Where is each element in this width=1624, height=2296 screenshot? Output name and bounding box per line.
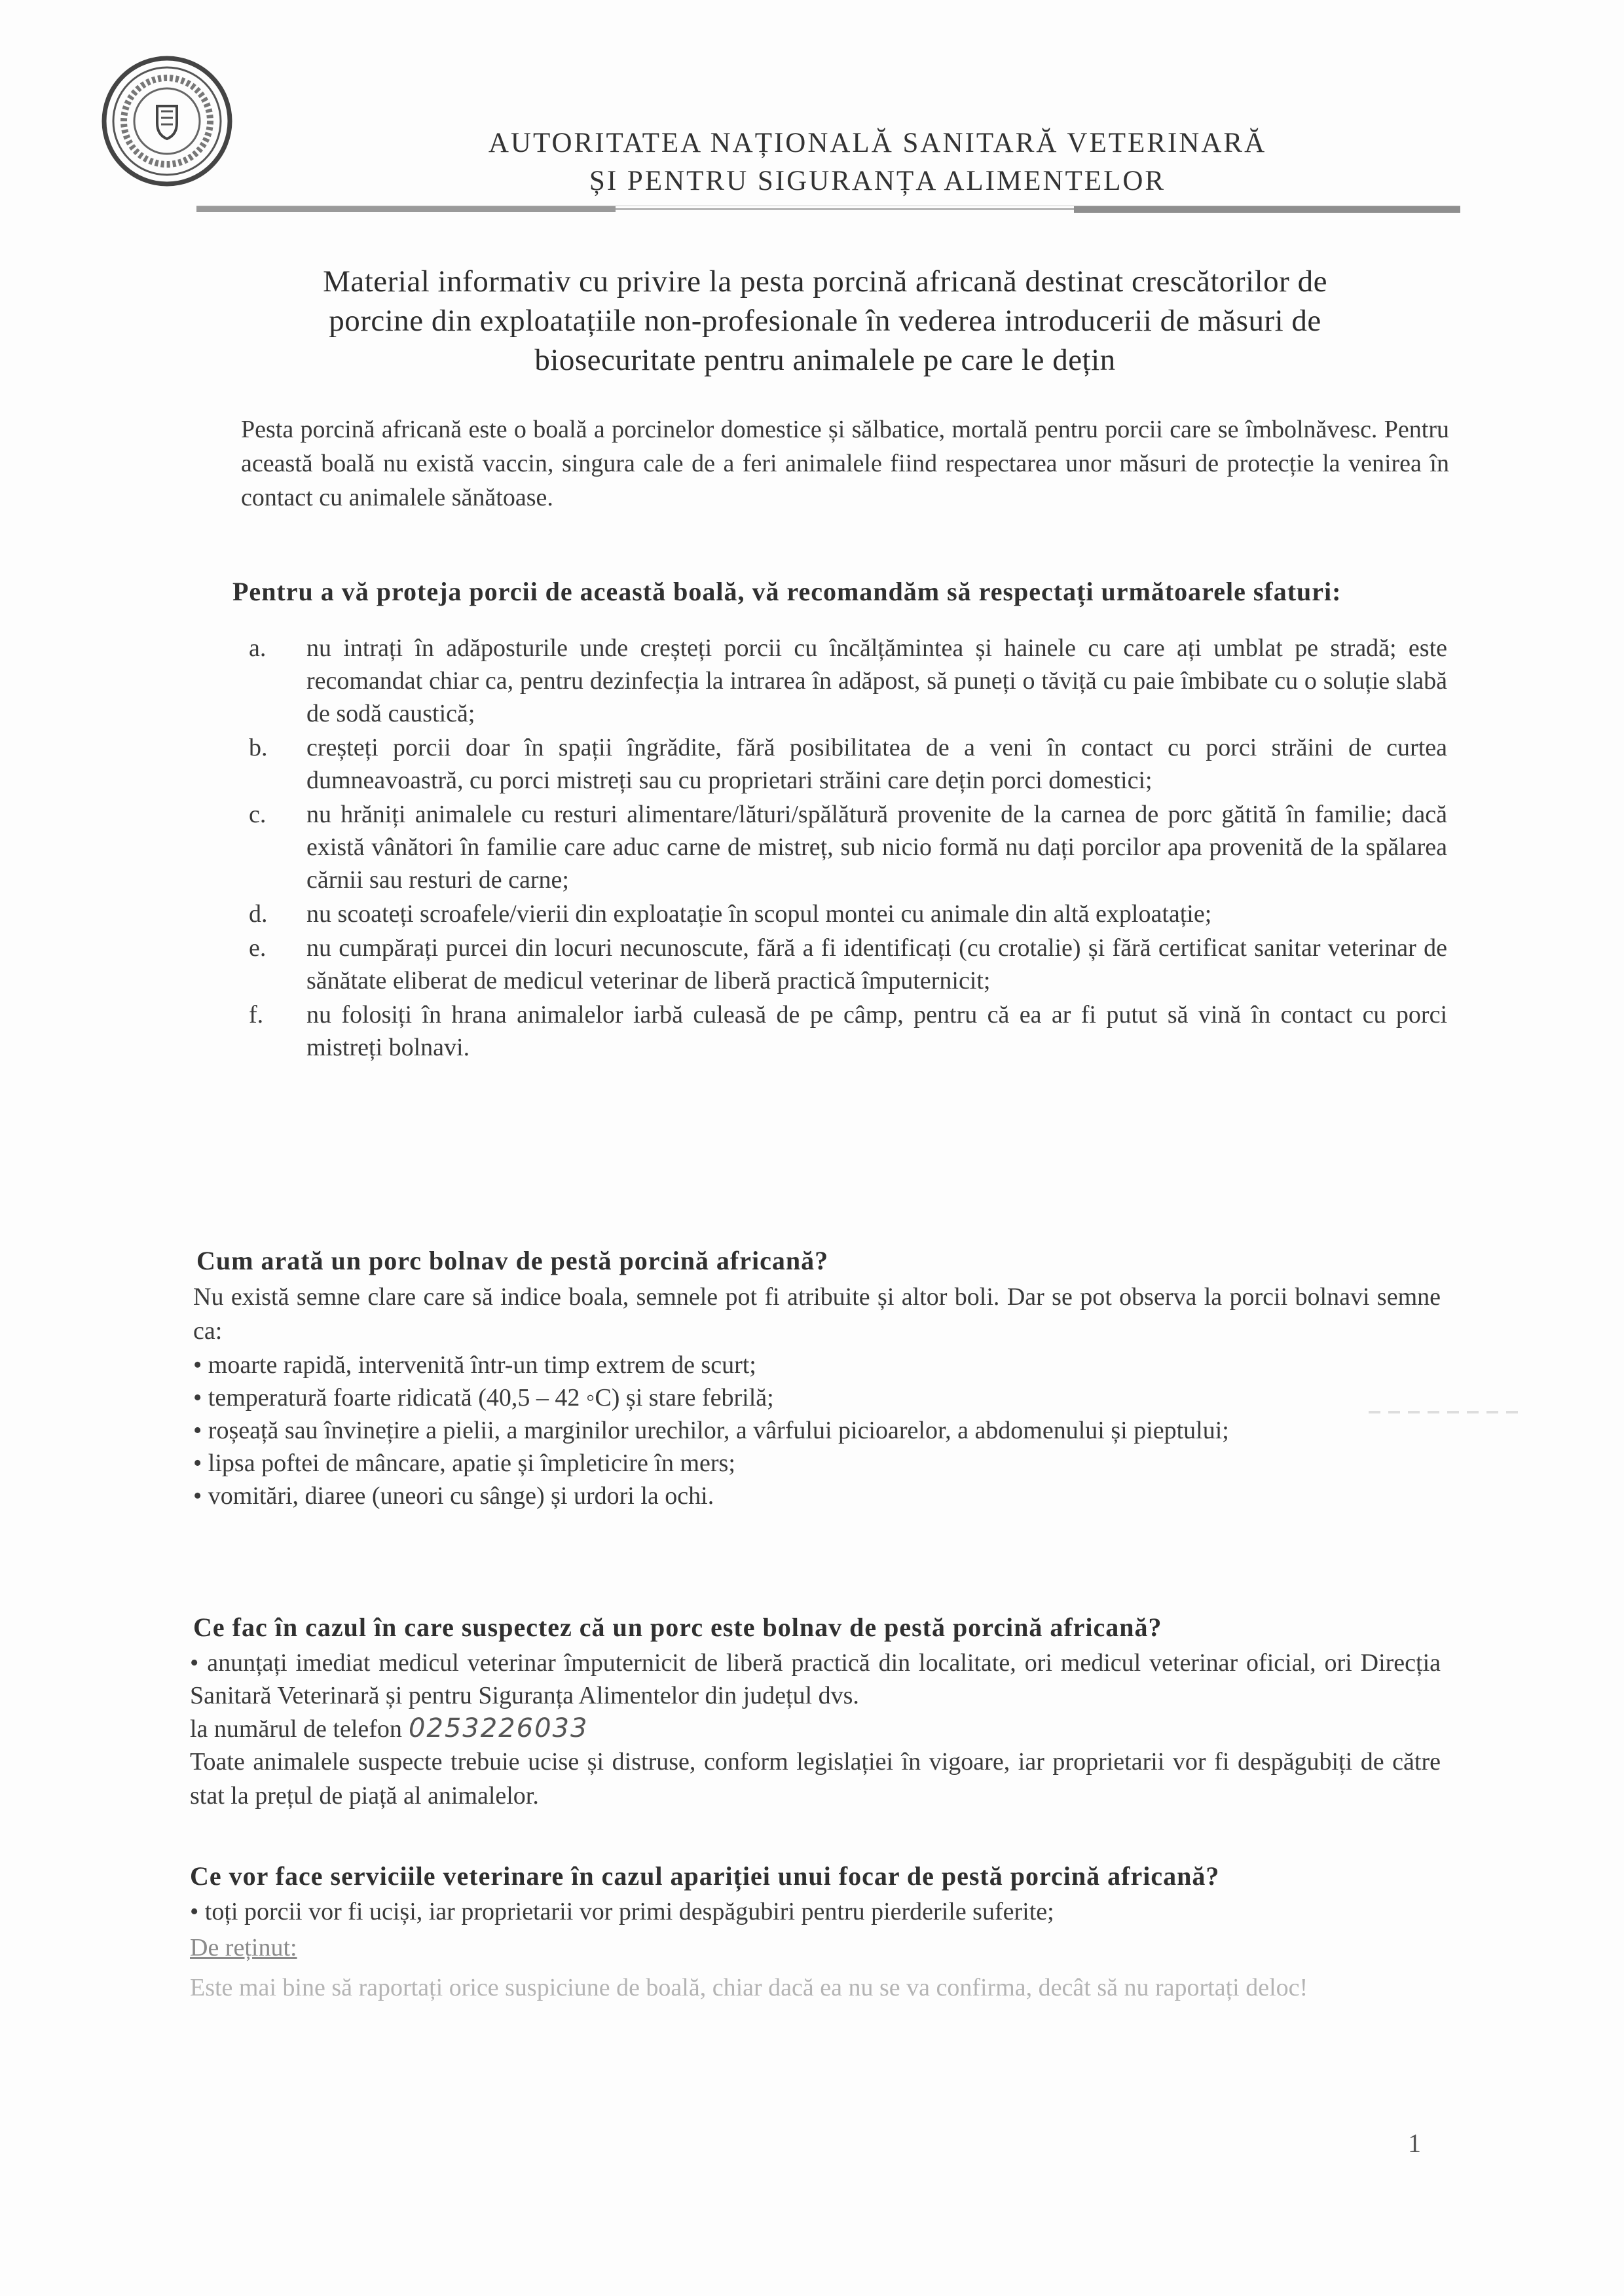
list-item [249,932,1447,997]
list-item: • toți porcii vor fi uciși, iar proprietarii vor primi despăgubiri pentru pierderile suferite; [190,1898,1054,1925]
list-item-text: nu folosiți în hrana animalelor iarbă culeasă de pe câmp, pentru că ea ar fi putut să vină în contact cu porci mistreți bolnavi. [306,1001,1447,1061]
suspect-heading: Ce fac în cazul în care suspectez că un porc este bolnav de pestă porcină africană? [193,1613,1162,1642]
org-name-line-2: ȘI PENTRU SIGURANȚA ALIMENTELOR [589,166,1166,196]
retain-paragraph: Este mai bine să raportați orice suspiciune de boală, chiar dacă ea nu se va confirma, decât să nu raportați deloc! [190,1974,1308,2001]
document-title [216,262,1434,380]
list-item [249,632,1447,730]
header-divider [196,204,1460,215]
list-item: • lipsa poftei de mâncare, apatie și împleticire în mers; [193,1449,735,1477]
list-item [249,998,1447,1064]
symptoms-heading: Cum arată un porc bolnav de pestă porcină africană? [196,1246,829,1275]
suspect-list [190,1647,1441,1712]
title-line-2: porcine din exploatațiile non-profesionale în vederea introducerii de măsuri de [329,304,1321,338]
advice-list [249,632,1447,1065]
phone-label: la numărul de telefon [190,1715,402,1743]
title-line-3: biosecuritate pentru animalele pe care le dețin [534,343,1116,377]
list-item [249,731,1447,797]
list-item-letter: b. [249,734,268,761]
list-item-letter: c. [249,801,267,828]
list-item: • vomitări, diaree (uneori cu sânge) și urdori la ochi. [193,1482,714,1510]
ansvsa-seal-icon [98,52,236,190]
symptoms-intro: Nu există semne clare care să indice boala, semnele pot fi atribuite și altor boli. Dar se pot observa la porcii bolnavi semne ca: [193,1283,1441,1345]
phone-number: 0253226033 [408,1713,589,1743]
compensation-paragraph: Toate animalele suspecte trebuie ucise și distruse, conform legislației în vigoare, iar proprietarii vor fi despăgubiți de către stat la prețul de piață al animalelor. [190,1748,1441,1810]
title-line-1: Material informativ cu privire la pesta porcină africană destinat crescătorilor de [323,264,1327,299]
list-item [249,798,1447,896]
scan-smudge [1369,1411,1526,1413]
list-item-letter: f. [249,1001,264,1029]
org-name-line-1: AUTORITATEA NAȚIONALĂ SANITARĂ VETERINARĂ [488,128,1267,158]
phone-line [190,1712,845,1745]
intro-paragraph: Pesta porcină africană este o boală a porcinelor domestice și sălbatice, mortală pentru porcii care se îmbolnăvesc. Pentru această boală nu există vaccin, singura cale de a feri animalele fiind respectarea unor măsuri de protecție la venirea în contact cu animalele sănătoase. [241,416,1449,511]
advice-heading: Pentru a vă proteja porcii de această boală, vă recomandăm să respectați următoarele sfaturi: [232,577,1342,606]
list-item-letter: a. [249,634,267,662]
list-item: • moarte rapidă, intervenită într-un timp extrem de scurt; [193,1351,756,1379]
list-item-text: nu hrăniți animalele cu resturi alimentare/lături/spălătură provenite de la carnea de porc gătită în familie; dacă există vânători în familie care aduc carne de mistreț, sub nicio formă nu dați porcilor apa provenită de la spălarea cărnii sau resturi de carne; [306,801,1447,894]
list-item-letter: d. [249,900,268,928]
page-number: 1 [1408,2128,1421,2158]
list-item-letter: e. [249,934,267,962]
list-item: • anunțați imediat medicul veterinar împuternicit de liberă practică din localitate, ori medicul veterinar oficial, ori Direcția Sanitară Veterinară și pentru Siguranța Alimentelor din județul dvs. [190,1649,1441,1709]
symptoms-list [193,1349,1441,1512]
organization-name [367,124,1388,200]
list-item: • roșeață sau învinețire a pielii, a marginilor urechilor, a vârfului picioarelor, a abdomenului și pieptului; [193,1417,1229,1444]
list-item-text: creșteți porcii doar în spații îngrădite, fără posibilitatea de a veni în contact cu porci străini de curtea dumneavoastră, cu porci mistreți sau cu proprietari străini care dețin porci domestici; [306,734,1447,794]
retain-heading: De reținut: [190,1934,297,1961]
list-item [249,898,1447,930]
vet-services-list [190,1895,1441,1928]
vet-services-heading: Ce vor face serviciile veterinare în cazul apariției unui focar de pestă porcină africană? [190,1861,1220,1891]
list-item-text: nu intrați în adăposturile unde creșteți porcii cu încălțămintea și hainele cu care ați umblat pe stradă; este recomandat chiar ca, pentru dezinfecția la intrarea în adăpost, să puneți o tăviță cu paie îmbibate cu o soluție slabă de sodă caustică; [306,634,1447,727]
list-item-text: nu scoateți scroafele/vierii din exploatație în scopul montei cu animale din altă exploatație; [306,900,1212,928]
list-item: • temperatură foarte ridicată (40,5 – 42 ◦C) și stare febrilă; [193,1384,774,1412]
list-item-text: nu cumpărați purcei din locuri necunoscute, fără a fi identificați (cu crotalie) și fără certificat sanitar veterinar de sănătate eliberat de medicul veterinar de liberă practică împuternicit; [306,934,1447,994]
